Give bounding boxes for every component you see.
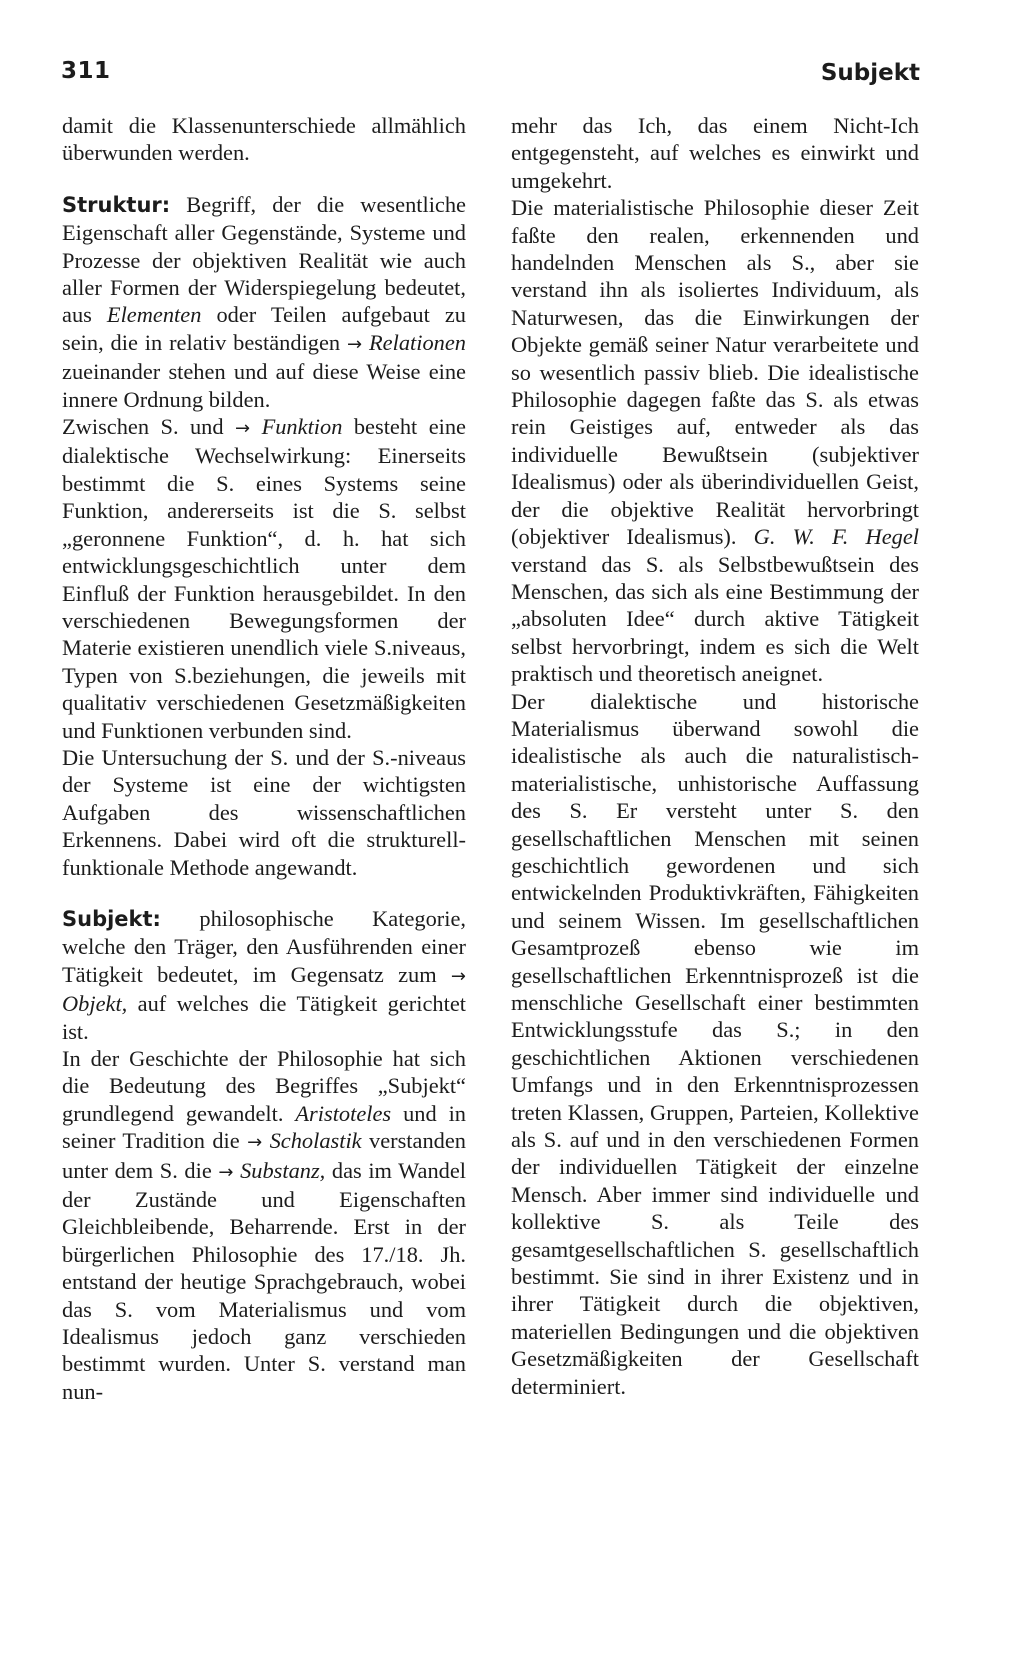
cross-reference-arrow-icon: →	[450, 965, 466, 987]
text-fragment: Zwischen S. und	[62, 414, 236, 440]
text-fragment: Die materialistische Philosophie dieser Zeit faßte den realen, erkennenden und handelnden Menschen als S., aber sie verstand ihn als isoliertes Individuum, als Naturwesen, das die Einwirkungen der Objekte gemäß seiner Natur verarbeitete und so wesentlich passiv blieb. Die idealistische Philosophie dagegen faßte das S. als etwas rein Geistiges auf, entweder als das individuelle Bewußtsein (subjektiver Idealismus) oder als überindividuellen Geist, der die objektive Realität hervorbringt (objektiver Idealismus).	[511, 195, 919, 550]
entry-term-struktur: Struktur:	[62, 192, 171, 217]
entry-term-subjekt: Subjekt:	[62, 906, 161, 931]
text-fragment: Begriff, der die wesentliche Eigenschaft aller Gegenstände, Systeme und Prozesse der objektiven Realität wie auch aller Formen der Widerspiegelung bedeutet, aus	[62, 191, 466, 328]
italic-name: Aristoteles	[295, 1100, 392, 1126]
paragraph-continuation: damit die Klassenunterschiede allmählich überwunden werden.	[62, 113, 466, 166]
cross-reference-link[interactable]: Relationen	[369, 329, 466, 355]
entry-struktur	[62, 191, 466, 413]
paragraph-untersuchung: Die Untersuchung der S. und der S.-niveaus der Systeme ist eine der wichtigsten Aufgaben des wissenschaftlichen Erkennens. Dabei wird oft die strukturell-funktionale Methode angewandt.	[62, 744, 466, 880]
right-column	[511, 112, 919, 1400]
cross-reference-link[interactable]: Substanz,	[240, 1157, 326, 1183]
left-column	[62, 112, 466, 1405]
italic-term: Elementen	[106, 302, 202, 328]
text-fragment: zueinander stehen und auf diese Weise eine innere Ordnung bilden.	[62, 359, 466, 412]
text-fragment: oder Teilen aufgebaut zu sein, die in relativ beständigen	[62, 302, 466, 355]
running-head: Subjekt	[820, 60, 920, 86]
cross-reference-arrow-icon: →	[218, 1161, 234, 1183]
italic-name: G. W. F. Hegel	[753, 524, 919, 550]
cross-reference-arrow-icon: →	[347, 333, 363, 355]
entry-subjekt	[62, 905, 466, 1045]
cross-reference-arrow-icon: →	[235, 418, 251, 440]
page-number: 311	[61, 58, 111, 84]
text-fragment: In der Geschichte der Philosophie hat sich die Bedeutung des Begriffes „Subjekt“ grundlegend gewandelt.	[62, 1046, 466, 1126]
text-fragment: auf welches die Tätigkeit gerichtet ist.	[62, 991, 466, 1044]
text-fragment: verstanden unter dem S. die	[62, 1128, 466, 1183]
paragraph-geschichte	[62, 1045, 466, 1405]
paragraph-dialektischer-materialismus: Der dialektische und historische Materialismus überwand sowohl die idealistische als auch die naturalistisch-materialistische, unhistorische Auffassung des S. Er versteht unter S. den gesellschaftlichen Menschen mit seinen geschichtlich gewordenen und sich entwickelnden Produktivkräften, Fähigkeiten und seinem Wissen. Im gesellschaftlichen Gesamtprozeß ebenso wie im gesellschaftlichen Erkenntnisprozeß ist die menschliche Gesellschaft einer bestimmten Entwicklungsstufe das S.; in den geschichtlichen Aktionen verschiedenen Umfangs und in den Erkenntnisprozessen treten Klassen, Gruppen, Parteien, Kollektive als S. auf und in den verschiedenen Formen der individuellen Tätigkeit der einzelne Mensch. Aber immer sind individuelle und kollektive S. als Teile des gesamtgesellschaftlichen S. gesellschaftlich bestimmt. Sie sind in ihrer Existenz und in ihrer Tätigkeit durch die objektiven, materiellen Bedingungen und die objektiven Gesetzmäßigkeiten der Gesellschaft determiniert.	[511, 688, 919, 1399]
cross-reference-link[interactable]: Objekt,	[62, 991, 128, 1017]
text-fragment: besteht eine dialektische Wechselwirkung: Einerseits bestimmt die S. eines Systems seine Funktion, andererseits ist die S. selbst „geronnene Funktion“, d. h. hat sich entwicklungsgeschichtlich unter dem Einfluß der Funktion herausgebildet. In den verschiedenen Bewegungsformen der Materie existieren unendlich viele S.niveaus, Typen von S.beziehungen, die jeweils mit qualitativ verschiedenen Gesetzmäßigkeiten und Funktionen verbunden sind.	[62, 414, 466, 743]
text-fragment: philosophische Kategorie, welche den Träger, den Ausführenden einer Tätigkeit bedeutet, im Gegensatz zum	[62, 905, 466, 987]
paragraph-materialistische-philosophie	[511, 194, 919, 687]
text-fragment: das im Wandel der Zustände und Eigenschaften Gleichbleibende, Beharrende. Erst in der bürgerlichen Philosophie des 17./18. Jh. entstand der heutige Sprachgebrauch, wobei das S. vom Materialismus und vom Idealismus jedoch ganz verschieden bestimmt wurden. Unter S. verstand man nun-	[62, 1157, 466, 1404]
cross-reference-arrow-icon: →	[247, 1132, 263, 1154]
text-fragment: und in seiner Tradition die	[62, 1100, 466, 1154]
cross-reference-link[interactable]: Funktion	[261, 414, 343, 440]
text-fragment: verstand das S. als Selbstbewußtsein des Menschen, das sich als eine Bestimmung der „absoluten Idee“ durch aktive Tätigkeit selbst hervorbringt, indem es sich die Welt praktisch und theoretisch aneignet.	[511, 551, 919, 687]
paragraph-continuation: mehr das Ich, das einem Nicht-Ich entgegensteht, auf welches es einwirkt und umgekehrt.	[511, 113, 919, 193]
paragraph-funktion	[62, 413, 466, 744]
cross-reference-link[interactable]: Scholastik	[269, 1128, 362, 1154]
